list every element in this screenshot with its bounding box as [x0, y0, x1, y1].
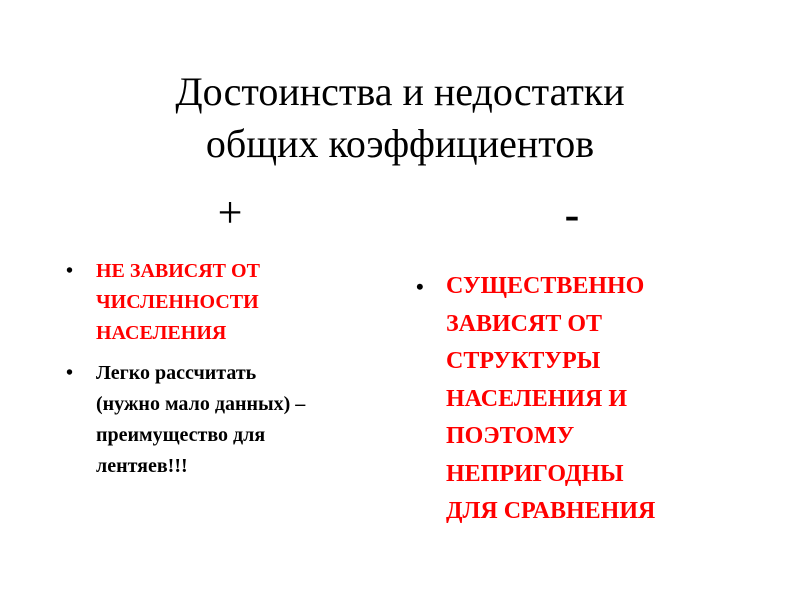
advantages-list [66, 256, 386, 482]
list-item-line: СТРУКТУРЫ [446, 348, 601, 374]
list-item [416, 268, 746, 531]
list-item-line: НАСЕЛЕНИЯ [96, 322, 227, 344]
list-item-line: ДЛЯ СРАВНЕНИЯ [446, 498, 656, 524]
list-item-line: НЕ ЗАВИСЯТ ОТ [96, 260, 260, 282]
list-item-line: НАСЕЛЕНИЯ И [446, 385, 628, 412]
list-item-line: ПОЭТОМУ [446, 423, 575, 449]
title-line-2: общих коэффициентов [205, 121, 595, 166]
slide-title [0, 66, 800, 170]
bullet-icon: • [66, 260, 74, 282]
list-item [66, 358, 386, 482]
minus-heading: - [564, 190, 580, 239]
plus-heading: + [217, 188, 243, 237]
bullet-icon: • [416, 274, 424, 299]
title-line-1: Достоинства и недостатки [175, 69, 625, 114]
list-item [66, 256, 386, 349]
list-item-line: лентяев!!! [96, 455, 188, 477]
bullet-icon: • [66, 362, 74, 384]
list-item-line: НЕПРИГОДНЫ [446, 460, 624, 487]
disadvantages-list [416, 268, 746, 531]
list-item-line: (нужно мало данных) – [96, 393, 306, 415]
list-item-line: Легко рассчитать [96, 362, 257, 384]
list-item-line: преимущество для [96, 424, 266, 446]
list-item-line: ЧИСЛЕННОСТИ [96, 291, 259, 313]
list-item-line: СУЩЕСТВЕННО [446, 273, 645, 299]
list-item-line: ЗАВИСЯТ ОТ [446, 310, 603, 337]
